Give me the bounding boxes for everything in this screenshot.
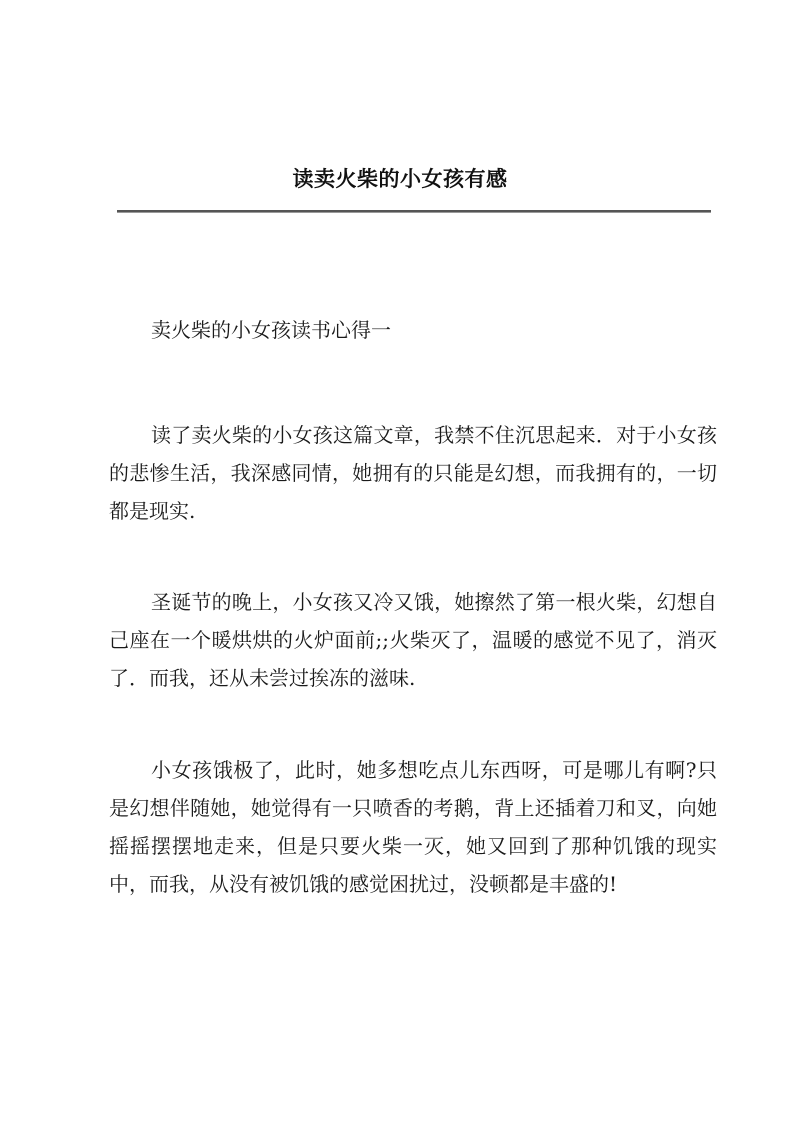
paragraph-3: 小女孩饿极了，此时，她多想吃点儿东西呀，可是哪儿有啊?只是幻想伴随她，她觉得有一只喷香的考鹅，背上还插着刀和叉，向她摇摇摆摆地走来，但是只要火柴一灭，她又回到了那种饥饿的现实中，而我，从没有被饥饿的感觉困扰过，没顿都是丰盛的! <box>109 758 717 896</box>
paragraph-1: 读了卖火柴的小女孩这篇文章，我禁不住沉思起来．对于小女孩的悲惨生活，我深感同情，她拥有的只能是幻想，而我拥有的，一切都是现实. <box>109 423 717 523</box>
paragraph-2: 圣诞节的晚上，小女孩又冷又饿，她擦然了第一根火柴，幻想自己座在一个暖烘烘的火炉面前;;火柴灭了，温暖的感觉不见了，消灭了．而我，还从未尝过挨冻的滋味. <box>109 590 717 690</box>
section-subheading: 卖火柴的小女孩读书心得一 <box>151 318 391 342</box>
document-title: 读卖火柴的小女孩有感 <box>292 167 508 191</box>
title-divider <box>117 210 711 213</box>
